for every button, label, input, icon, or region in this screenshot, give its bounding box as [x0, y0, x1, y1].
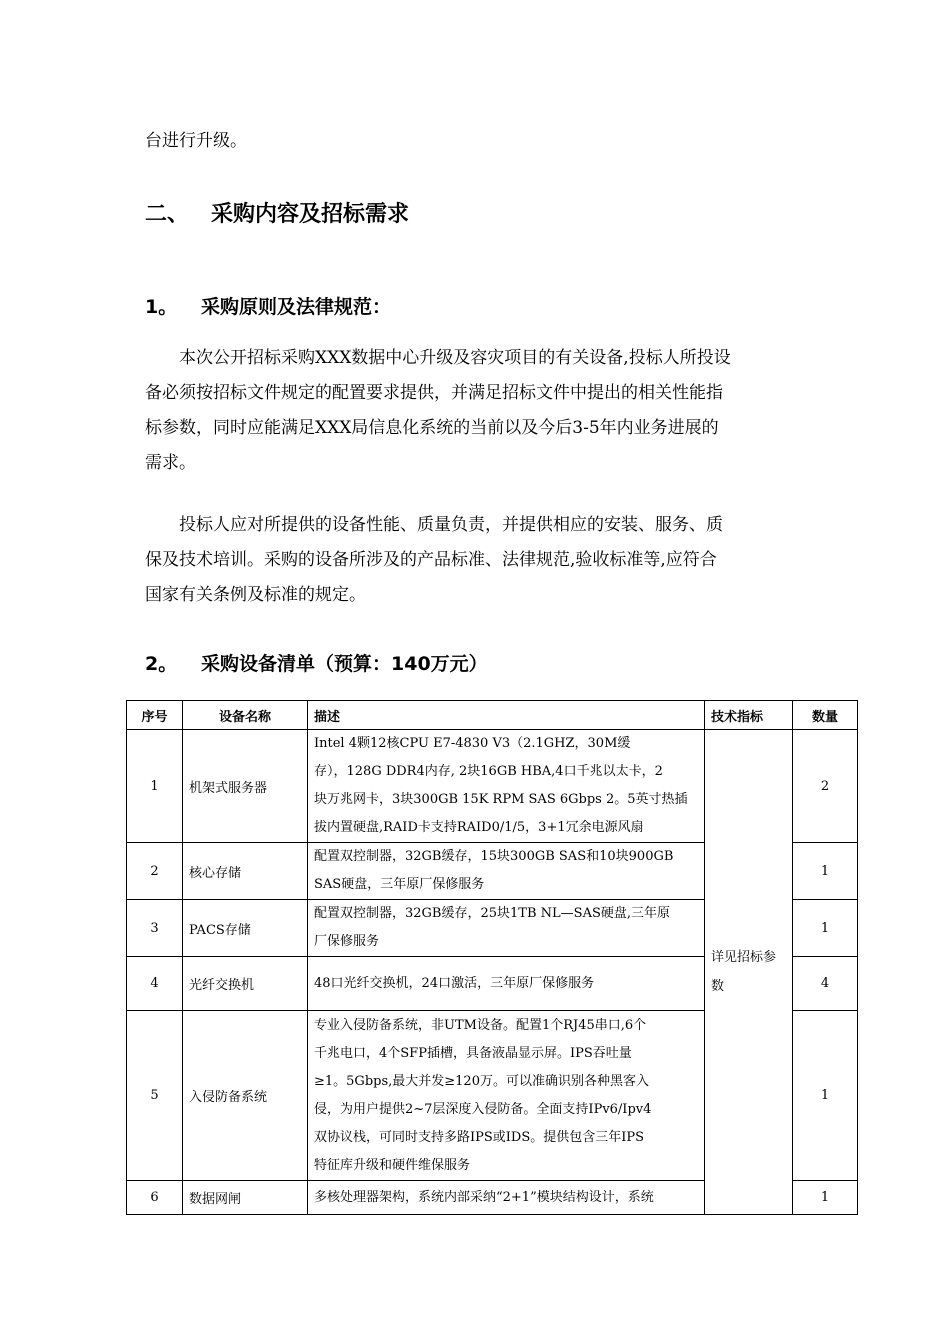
desc-line: 双协议栈，可同时支持多路IPS或IDS。提供包含三年IPS	[314, 1129, 645, 1145]
paragraph-principles	[145, 341, 835, 481]
paragraph-line: 保及技术培训。采购的设备所涉及的产品标准、法律规范,验收标准等,应符合	[145, 550, 717, 570]
desc-line: 多核处理器架构，系统内部采纳“2+1”模块结构设计，系统	[314, 1189, 654, 1205]
header-no: 序号	[127, 701, 183, 730]
subsection-heading-2	[145, 649, 488, 676]
paragraph-responsibility	[145, 508, 835, 613]
cell-no: 2	[127, 843, 183, 900]
cell-qty: 1	[793, 900, 858, 957]
desc-line: SAS硬盘，三年原厂保修服务	[314, 877, 485, 892]
paragraph-line: 投标人应对所提供的设备性能、质量负责，并提供相应的安装、服务、质	[179, 515, 723, 535]
cell-no: 6	[127, 1181, 183, 1215]
cell-name: 核心存储	[183, 843, 308, 900]
cell-desc	[308, 1011, 705, 1181]
cell-name: 机架式服务器	[183, 730, 308, 843]
section-heading	[145, 197, 409, 228]
cell-desc	[308, 1181, 705, 1215]
desc-line: 配置双控制器，32GB缓存，25块1TB NL—SAS硬盘,三年原	[314, 906, 670, 921]
cell-spec	[705, 730, 793, 1215]
cell-qty: 1	[793, 1181, 858, 1215]
desc-line: ≥1。5Gbps,最大并发≥120万。可以准确识别各种黑客入	[314, 1073, 649, 1089]
desc-line: 特征库升级和硬件维保服务	[314, 1157, 471, 1173]
cell-name: 光纤交换机	[183, 957, 308, 1011]
equipment-table	[126, 700, 858, 1215]
paragraph-line: 标参数，同时应能满足XXX局信息化系统的当前以及今后3-5年内业务进展的	[145, 418, 719, 438]
cell-desc	[308, 843, 705, 900]
header-desc: 描述	[308, 701, 705, 730]
cell-name: 入侵防备系统	[183, 1011, 308, 1181]
header-spec: 技术指标	[705, 701, 793, 730]
desc-line: 存），128G DDR4内存, 2块16GB HBA,4口千兆以太卡，2	[314, 764, 663, 779]
section-title: 采购内容及招标需求	[211, 202, 410, 227]
cell-no: 4	[127, 957, 183, 1011]
cell-name: PACS存储	[183, 900, 308, 957]
subsection-heading-1	[145, 292, 391, 319]
subsection-title: 采购原则及法律规范：	[201, 296, 392, 318]
desc-line: 拔内置硬盘,RAID卡支持RAID0/1/5，3+1冗余电源风扇	[314, 820, 644, 835]
cell-name: 数据网闸	[183, 1181, 308, 1215]
subsection-title: 采购设备清单（预算：140万元）	[201, 653, 488, 675]
cell-desc	[308, 957, 705, 1011]
cell-no: 5	[127, 1011, 183, 1181]
desc-line: 48口光纤交换机，24口激活，三年原厂保修服务	[314, 975, 595, 991]
cell-no: 1	[127, 730, 183, 843]
subsection-number: 2。	[145, 653, 178, 675]
cell-qty: 4	[793, 957, 858, 1011]
header-name: 设备名称	[183, 701, 308, 730]
cell-desc	[308, 730, 705, 843]
desc-line: 块万兆网卡，3块300GB 15K RPM SAS 6Gbps 2。5英寸热插	[314, 792, 688, 807]
desc-line: Intel 4颗12核CPU E7-4830 V3（2.1GHZ，30M缓	[314, 736, 631, 751]
desc-line: 专业入侵防备系统，非UTM设备。配置1个RJ45串口,6个	[314, 1017, 647, 1033]
header-qty: 数量	[793, 701, 858, 730]
desc-line: 侵，为用户提供2~7层深度入侵防备。全面支持IPv6/Ipv4	[314, 1101, 652, 1117]
table-header-row	[127, 701, 858, 730]
paragraph-line: 需求。	[145, 453, 196, 473]
cell-qty: 1	[793, 1011, 858, 1181]
paragraph-line: 本次公开招标采购XXX数据中心升级及容灾项目的有关设备,投标人所投设	[179, 348, 731, 368]
section-number: 二、	[145, 202, 190, 227]
spec-line: 数	[711, 979, 725, 994]
paragraph-line: 国家有关条例及标准的规定。	[145, 585, 366, 605]
table-row	[127, 730, 858, 843]
continuation-line: 台进行升级。	[145, 131, 247, 151]
desc-line: 厂保修服务	[314, 934, 380, 949]
cell-desc	[308, 900, 705, 957]
spec-line: 详见招标参	[711, 950, 777, 965]
paragraph-line: 备必须按招标文件规定的配置要求提供，并满足招标文件中提出的相关性能指	[145, 383, 723, 403]
cell-qty: 1	[793, 843, 858, 900]
cell-qty: 2	[793, 730, 858, 843]
desc-line: 千兆电口，4个SFP插槽，具备液晶显示屏。IPS吞吐量	[314, 1045, 632, 1061]
cell-no: 3	[127, 900, 183, 957]
desc-line: 配置双控制器，32GB缓存，15块300GB SAS和10块900GB	[314, 849, 674, 864]
subsection-number: 1。	[145, 296, 178, 318]
